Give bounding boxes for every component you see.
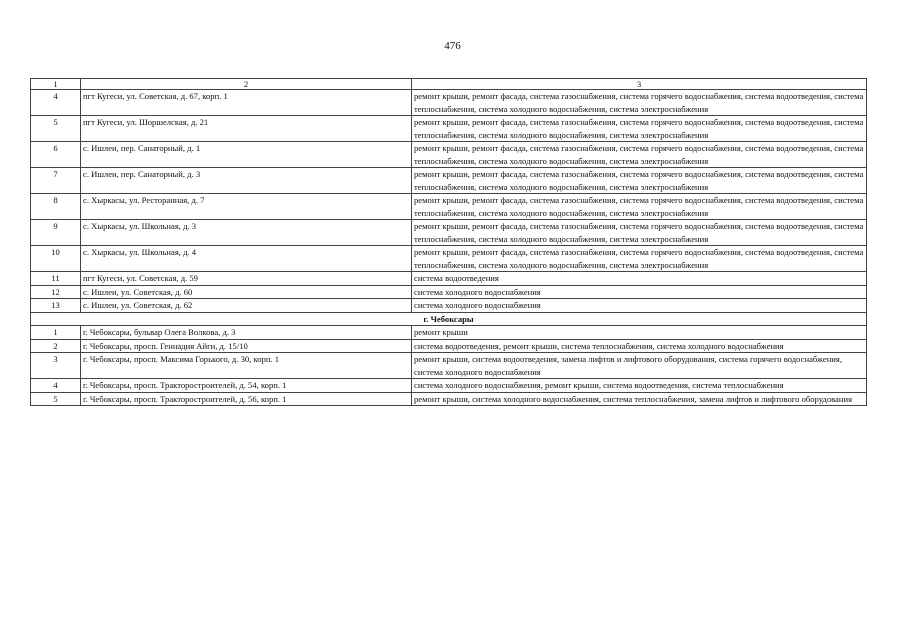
row-works: ремонт крыши, ремонт фасада, система газоснабжения, система горячего водоснабжения, система водоотведения, система теплоснабжения, система холодного водоснабжения, система электроснабжения [412,90,867,116]
row-address: с. Хыркасы, ул. Школьная, д. 3 [81,220,412,246]
row-address: пгт Кугеси, ул. Шоршелская, д. 21 [81,116,412,142]
table-row [31,168,867,194]
row-number: 11 [31,272,81,286]
works-table [30,78,867,406]
table-row [31,326,867,340]
page-number: 476 [444,40,461,52]
row-address: г. Чебоксары, просп. Максима Горького, д. 30, корп. 1 [81,353,412,379]
row-number: 4 [31,90,81,116]
row-address: с. Ишлеи, ул. Советская, д. 62 [81,299,412,313]
header-col-1: 1 [31,79,81,90]
row-works: система водоотведения [412,272,867,286]
row-number: 13 [31,299,81,313]
row-works: система холодного водоснабжения [412,285,867,299]
row-address: с. Хыркасы, ул. Школьная, д. 4 [81,246,412,272]
table-row [31,90,867,116]
row-address: с. Ишлеи, ул. Советская, д. 60 [81,285,412,299]
section-row [31,312,867,326]
section-title: г. Чебоксары [31,312,867,326]
row-works: система водоотведения, ремонт крыши, система теплоснабжения, система холодного водоснабжения [412,339,867,353]
table-row [31,339,867,353]
table-row [31,142,867,168]
table-row [31,353,867,379]
row-works: ремонт крыши, система холодного водоснабжения, система теплоснабжения, замена лифтов и лифтового оборудования [412,392,867,406]
row-address: с. Хыркасы, ул. Ресторанная, д. 7 [81,194,412,220]
row-number: 7 [31,168,81,194]
row-number: 3 [31,353,81,379]
row-number: 4 [31,379,81,393]
row-address: г. Чебоксары, просп. Тракторостроителей, д. 54, корп. 1 [81,379,412,393]
table-row [31,246,867,272]
row-works: ремонт крыши, ремонт фасада, система газоснабжения, система горячего водоснабжения, система водоотведения, система теплоснабжения, система холодного водоснабжения, система электроснабжения [412,246,867,272]
row-number: 5 [31,116,81,142]
table-row [31,285,867,299]
header-col-3: 3 [412,79,867,90]
row-address: г. Чебоксары, бульвар Олега Волкова, д. 3 [81,326,412,340]
row-works: система холодного водоснабжения, ремонт крыши, система водоотведения, система теплоснабжения [412,379,867,393]
row-address: с. Ишлеи, пер. Санаторный, д. 3 [81,168,412,194]
header-col-2: 2 [81,79,412,90]
row-number: 2 [31,339,81,353]
row-address: пгт Кугеси, ул. Советская, д. 67, корп. 1 [81,90,412,116]
row-address: с. Ишлеи, пер. Санаторный, д. 1 [81,142,412,168]
table-row [31,272,867,286]
row-works: ремонт крыши, система водоотведения, замена лифтов и лифтового оборудования, система горячего водоснабжения, система холодного водоснабжения [412,353,867,379]
row-number: 9 [31,220,81,246]
row-number: 10 [31,246,81,272]
row-address: г. Чебоксары, просп. Геннадия Айги, д. 15/10 [81,339,412,353]
row-works: ремонт крыши, ремонт фасада, система газоснабжения, система горячего водоснабжения, система водоотведения, система теплоснабжения, система холодного водоснабжения, система электроснабжения [412,194,867,220]
row-works: ремонт крыши, ремонт фасада, система газоснабжения, система горячего водоснабжения, система водоотведения, система теплоснабжения, система холодного водоснабжения, система электроснабжения [412,116,867,142]
header-row [31,79,867,90]
row-address: пгт Кугеси, ул. Советская, д. 59 [81,272,412,286]
row-number: 1 [31,326,81,340]
row-works: система холодного водоснабжения [412,299,867,313]
row-number: 12 [31,285,81,299]
table-row [31,194,867,220]
table-row [31,299,867,313]
row-works: ремонт крыши, ремонт фасада, система газоснабжения, система горячего водоснабжения, система водоотведения, система теплоснабжения, система холодного водоснабжения, система электроснабжения [412,220,867,246]
table-row [31,116,867,142]
row-number: 5 [31,392,81,406]
row-number: 8 [31,194,81,220]
row-number: 6 [31,142,81,168]
table-body [31,79,867,406]
table-row [31,379,867,393]
row-address: г. Чебоксары, просп. Тракторостроителей, д. 56, корп. 1 [81,392,412,406]
table-row [31,220,867,246]
row-works: ремонт крыши, ремонт фасада, система газоснабжения, система горячего водоснабжения, система водоотведения, система теплоснабжения, система холодного водоснабжения, система электроснабжения [412,168,867,194]
row-works: ремонт крыши [412,326,867,340]
row-works: ремонт крыши, ремонт фасада, система газоснабжения, система горячего водоснабжения, система водоотведения, система теплоснабжения, система холодного водоснабжения, система электроснабжения [412,142,867,168]
table-row [31,392,867,406]
